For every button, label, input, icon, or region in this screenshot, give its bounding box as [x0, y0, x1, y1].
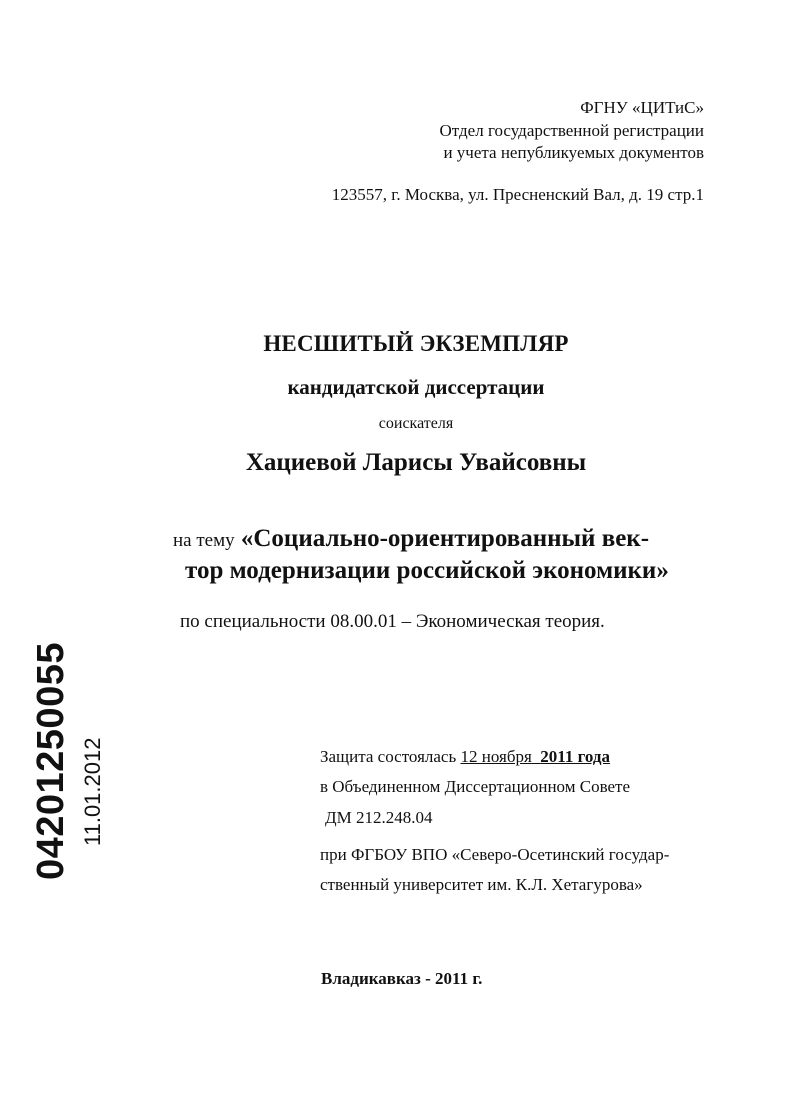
- defense-prefix: Защита состоялась: [320, 747, 457, 766]
- author-name: Хациевой Ларисы Увайсовны: [245, 449, 587, 476]
- city-year: Владикавказ - 2011 г.: [321, 969, 483, 988]
- topic-line1: [173, 524, 649, 556]
- registration-number: 04201250055: [30, 642, 72, 880]
- header-dept-line2: и учета непубликуемых документов: [443, 143, 704, 162]
- defense-line4: при ФГБОУ ВПО «Северо-Осетинский государ-: [320, 845, 670, 864]
- defense-line1: [320, 742, 610, 772]
- registration-date: 11.01.2012: [80, 737, 105, 846]
- defense-year: 2011 года: [540, 747, 611, 766]
- doc-title: НЕСШИТЫЙ ЭКЗЕМПЛЯР: [263, 331, 569, 356]
- topic-line2: тор модернизации российской экономики»: [185, 557, 669, 584]
- topic-title-part1: «Социально-ориентированный век-: [240, 525, 650, 552]
- specialty: по специальности 08.00.01 – Экономическая теория.: [180, 611, 605, 632]
- defense-council: ДМ 212.248.04: [325, 808, 433, 827]
- doc-subtitle: кандидатской диссертации: [287, 375, 545, 399]
- header-dept-line1: Отдел государственной регистрации: [439, 121, 704, 140]
- defense-line2: в Объединенном Диссертационном Совете: [320, 777, 631, 796]
- topic-lead: на тему: [173, 530, 235, 551]
- header-org: ФГНУ «ЦИТиС»: [580, 98, 704, 117]
- defense-line5: ственный университет им. К.Л. Хетагурова»: [320, 875, 643, 894]
- header-address: 123557, г. Москва, ул. Пресненский Вал, д. 19 стр.1: [331, 185, 704, 204]
- doc-role: соискателя: [378, 415, 454, 432]
- defense-date: 12 ноября: [460, 747, 532, 766]
